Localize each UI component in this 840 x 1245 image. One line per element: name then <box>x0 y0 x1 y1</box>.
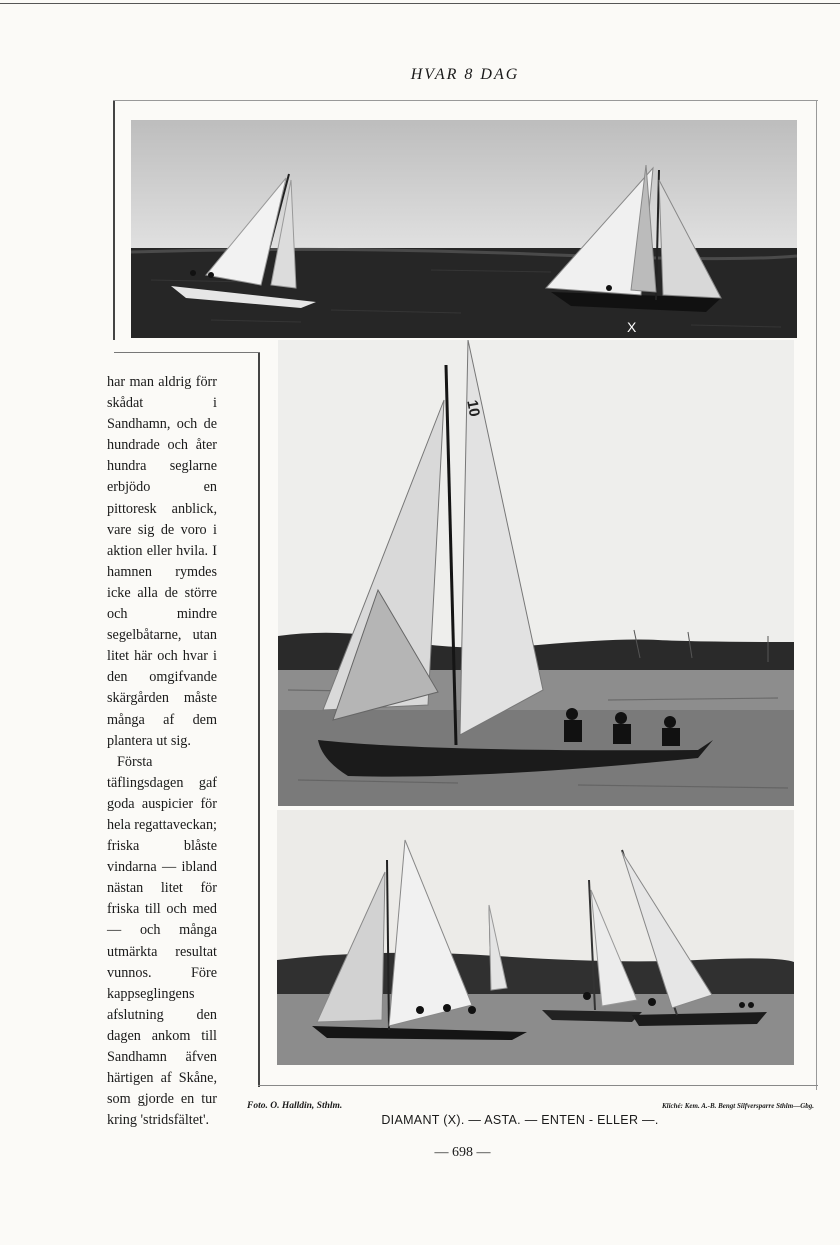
photo-two-racing-yachts <box>131 120 797 338</box>
photo-marker-x: X <box>627 319 637 335</box>
sail-number: 10 <box>463 398 483 419</box>
article-paragraph-1: har man aldrig förr skådat i Sandhamn, och de hundrade och åter hundra seglarne erbjödo en pittoresk anblick, vare sig de voro i aktion eller hvila. I hamnen rymdes icke alla de större och mindre segelbåtarne, utan litet här och hvar i den omgifvande skärgården måste många af dem plantera ut sig. <box>107 374 217 749</box>
page-number: — 698 — <box>434 1145 491 1160</box>
article-paragraph-2: Första täflingsdagen gaf goda auspicier för hela regattaveckan; friska blåste vindarna — ibland nästan litet för friska till och med — och många utmärkta resultat vunnos. Före kappseglingens afslutning den dagen ankom till Sandhamn äfven härtigen af Skåne, som gjorde en tur kring 'stridsfältet'. <box>107 753 217 1129</box>
running-header: HVAR 8 DAG <box>410 66 520 83</box>
frame-right <box>816 100 817 1090</box>
frame-top <box>113 100 818 101</box>
photo-asta-enten-eller <box>277 810 794 1065</box>
photo-credit: Foto. O. Halldin, Sthlm. <box>247 1101 343 1111</box>
top-rule <box>0 3 840 4</box>
cliche-credit: Kliché: Kem. A.-B. Bengt Silfversparre Sthlm—Gbg. <box>662 1102 814 1110</box>
article-text-column <box>107 372 217 1131</box>
photo-diamant-yacht <box>278 340 794 806</box>
frame-column-divider <box>258 352 260 1087</box>
frame-bottom <box>258 1085 818 1086</box>
frame-left-top <box>113 100 115 340</box>
frame-column-top <box>114 352 260 353</box>
photo-caption: DIAMANT (X). — ASTA. — ENTEN - ELLER —. <box>381 1113 659 1127</box>
sky <box>131 120 797 255</box>
